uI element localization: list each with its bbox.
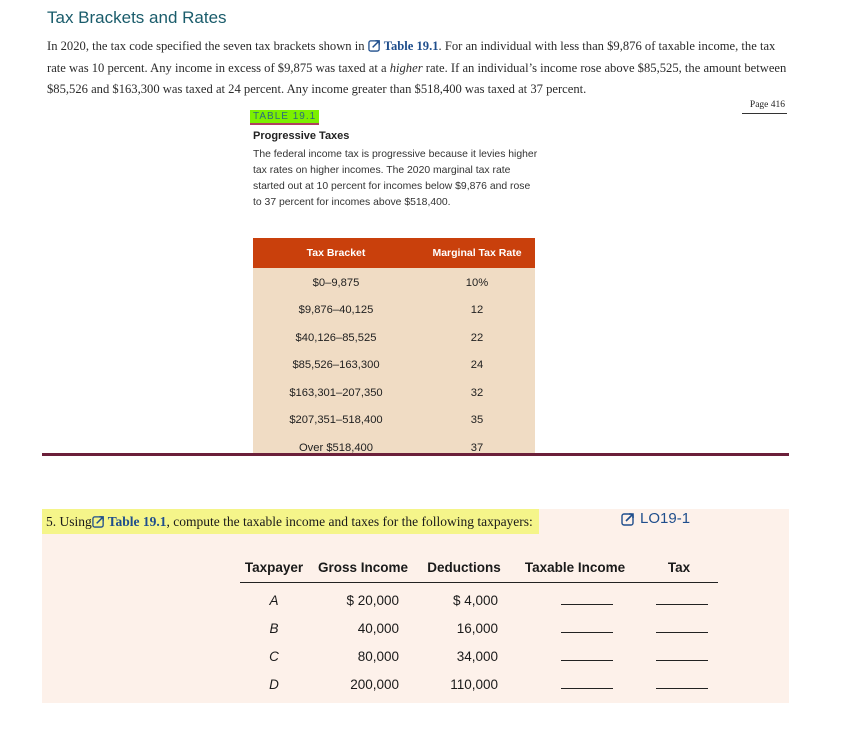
col-tax-bracket: Tax Bracket [306,247,366,259]
problem-5-highlight [42,509,539,534]
gross-income-cell: 40,000 [357,621,399,637]
tax-bracket-row [253,434,535,453]
problem-number: 5. Using [46,513,92,529]
rate-cell: 10% [465,276,489,289]
rate-cell: 12 [470,304,484,317]
deductions-cell: 16,000 [456,621,498,637]
col-taxable-income: Taxable Income [524,560,626,575]
taxable-income-blank-cell [510,593,640,608]
tax-blank-cell [640,621,718,636]
col-tax: Tax [667,560,691,575]
table-heading: Progressive Taxes [253,130,350,142]
deductions-cell: 34,000 [456,648,498,664]
intro-paragraph [47,36,787,101]
tax-bracket-row [253,407,535,435]
intro-text-1: In 2020, the tax code specified the seven tax brackets shown in [47,39,368,53]
taxable-income-blank-cell [510,621,640,636]
bracket-cell: Over $518,400 [298,441,373,453]
tax-bracket-rows [253,268,535,453]
gross-income-cell: 80,000 [357,648,399,664]
gross-income-cell: $ 20,000 [346,593,399,609]
problem-table-link-label: Table 19.1 [107,513,167,529]
taxpayer-cell: A [269,593,279,609]
col-deductions: Deductions [427,560,501,575]
bracket-cell: $0–9,875 [312,276,360,289]
external-link-icon [621,512,635,526]
bracket-cell: $163,301–207,350 [289,386,383,399]
col-taxpayer: Taxpayer [244,560,304,575]
external-link-icon [368,39,381,52]
tax-bracket-row [253,324,535,352]
taxable-income-blank-cell [510,677,640,692]
page-number-label: Page 416 [742,100,787,114]
intro-text-2: . For an individual with less than $9,876 of taxable income, the tax rate was 10 percent. Any income in excess of $9,875 was taxed at a [47,39,776,75]
tax-bracket-row [253,269,535,297]
taxpayer-cell: D [269,676,279,692]
tax-blank[interactable] [656,659,708,661]
problem-text: , compute the taxable income and taxes for the following taxpayers: [166,513,533,529]
tax-bracket-row [253,297,535,325]
rate-cell: 32 [470,386,484,399]
tax-bracket-table-header [253,238,535,268]
taxpayer-row [240,615,718,643]
deductions-cell: 110,000 [450,676,498,692]
taxpayer-cell: B [269,621,279,637]
taxpayer-cell: C [269,648,279,664]
tax-blank[interactable] [656,687,708,689]
tax-blank-cell [640,677,718,692]
section-title: Tax Brackets and Rates [47,8,227,27]
intro-text-3: rate. If an individual’s income rose above $85,525, the amount between $85,526 and $163,300 was taxed at 24 percent. Any income greater than $518,400 was taxed at 37 percent. [47,60,787,96]
intro-emphasis: higher [389,60,423,75]
rate-cell: 24 [470,359,484,372]
problem-table-link[interactable] [92,514,167,530]
tax-blank-cell [640,593,718,608]
learning-objective-label: LO19-1 [640,510,691,527]
deductions-cell: $ 4,000 [452,593,498,609]
tax-bracket-row [253,352,535,380]
bracket-cell: $40,126–85,525 [295,331,377,344]
tax-blank[interactable] [656,631,708,633]
taxable-income-blank-cell [510,649,640,664]
table-description: The federal income tax is progressive because it levies higher tax rates on higher incomes. The 2020 marginal tax rate started out at 10 percent for incomes below $9,876 and rose to 37 percent for incomes above $518,400. [253,149,538,208]
taxable-income-blank[interactable] [561,659,613,661]
taxpayer-table-header [240,553,718,583]
rate-cell: 22 [470,331,484,344]
taxpayer-row [240,587,718,615]
tax-bracket-table [253,238,535,453]
tax-bracket-row [253,379,535,407]
rate-cell: 37 [470,441,484,453]
taxable-income-blank[interactable] [561,631,613,633]
tax-blank-cell [640,649,718,664]
bracket-cell: $207,351–518,400 [289,414,383,427]
table-tag: TABLE 19.1 [250,110,319,125]
table-19-1-link[interactable] [368,39,439,53]
taxable-income-blank[interactable] [561,603,613,605]
gross-income-cell: 200,000 [350,676,399,692]
tax-blank[interactable] [656,603,708,605]
taxpayer-row [240,670,718,698]
bracket-cell: $85,526–163,300 [292,359,380,372]
table-link-label: Table 19.1 [383,39,439,53]
taxpayer-row [240,643,718,671]
learning-objective-link[interactable] [621,510,690,527]
taxpayer-table [240,553,718,698]
problem-5-prompt [42,509,539,534]
taxpayer-rows [240,583,718,698]
col-gross-income: Gross Income [317,560,409,575]
external-link-icon [92,515,105,528]
taxable-income-blank[interactable] [561,687,613,689]
rate-cell: 35 [470,414,484,427]
bracket-cell: $9,876–40,125 [298,304,374,317]
section-divider [42,453,789,456]
col-marginal-tax-rate: Marginal Tax Rate [432,247,522,259]
